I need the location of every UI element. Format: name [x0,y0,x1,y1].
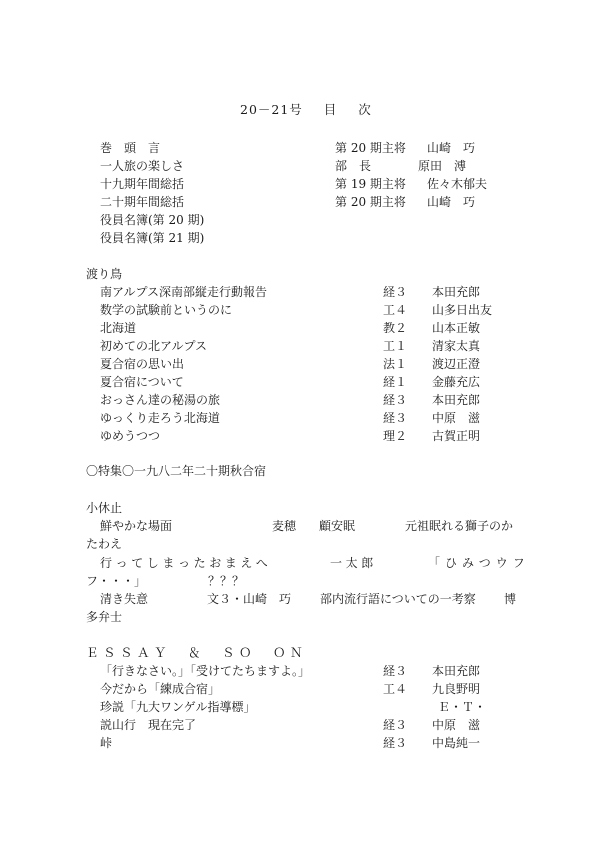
front-item-role: 第 20 期主将 [335,195,406,209]
title-word-2: 次 [358,102,372,117]
entry-author: 本田充郎 [432,285,481,299]
page-title [240,103,388,117]
entry-author: 顧安眠 [319,519,356,533]
entry-continuation: フ・・・」 [86,574,147,588]
section-label: 渡り鳥 [86,267,123,281]
entry-author: 文３・山崎 巧 [207,592,292,606]
entry-title: おっさん達の秘湯の旅 [100,393,221,407]
entry-title: 北海道 [100,321,137,335]
entry-dept: 経３ [383,285,408,299]
entry-title: 行ってしまったおまえへ [100,556,272,570]
front-item-author: 原田 溥 [418,159,467,173]
entry-author: 清家太真 [432,339,481,353]
entry-title: 元祖眠れる獅子のか [405,519,514,533]
entry-continuation: たわえ [86,537,123,551]
entry-author: ？？？ [208,574,245,588]
entry-dept: 教２ [383,321,408,335]
entry-title: 峠 [100,736,113,750]
front-item-role: 部 長 [335,159,372,173]
entry-title: ゆめうつつ [100,429,161,443]
entry-title: 「行きなさい。」「受けてたちますよ。」 [100,664,311,678]
entry-author: 金藤充広 [432,375,481,389]
issue-number: 20－21号 [240,102,303,117]
front-item-title: 巻 頭 言 [100,141,161,155]
entry-author: 本田充郎 [432,393,481,407]
front-item-title: 二十期年間総括 [100,195,185,209]
entry-author: 渡辺正澄 [432,357,481,371]
entry-title: 鮮やかな場面 [100,519,173,533]
front-item-author: 山崎 巧 [427,195,476,209]
entry-dept: 経３ [383,718,408,732]
entry-author: 古賀正明 [432,429,481,443]
front-item-title: 一人旅の楽しさ [100,159,185,173]
front-item-author: 山崎 巧 [427,141,476,155]
entry-title: 数学の試験前というのに [100,303,233,317]
entry-author: 一太郎 [330,556,377,570]
entry-title: 珍説「九大ワンゲル指導標」 [100,700,256,714]
entry-dept: 経３ [383,664,408,678]
entry-title: 麦穂 [272,519,297,533]
entry-author: Ｅ・Ｔ・ [438,700,487,714]
section-label: 小休止 [86,501,123,515]
section-label: ＥＳＳＡＹ ＆ ＳＯ ＯＮ [86,645,308,660]
entry-title: ゆっくり走ろう北海道 [100,411,220,425]
entry-title: 清き失意 [100,592,149,606]
front-item-role: 第 19 期主将 [335,177,406,191]
title-word-1: 目 [323,102,338,117]
entry-dept: 経３ [383,411,408,425]
entry-author: 博 [504,592,517,606]
entry-continuation: 多弁士 [86,610,123,624]
entry-dept: 理２ [383,429,408,443]
entry-author: 本田充郎 [432,664,481,678]
entry-author: 中島純一 [432,736,481,750]
entry-title: 南アルプス深南部縦走行動報告 [100,285,268,299]
entry-title: 今だから「練成合宿」 [100,682,221,696]
entry-dept: 経３ [383,393,408,407]
entry-title: 夏合宿の思い出 [100,357,185,371]
entry-dept: 経３ [383,736,408,750]
entry-title: 夏合宿について [100,375,184,389]
entry-author: 山多日出友 [432,303,493,317]
front-item-title: 十九期年間総括 [100,177,185,191]
entry-title: 初めての北アルプス [100,339,208,353]
front-item-author: 佐々木郁夫 [427,177,488,191]
entry-author: 中原 滋 [432,718,481,732]
entry-dept: 経１ [383,375,408,389]
entry-title: 「ひみつウフ [428,556,530,570]
entry-author: 山本正敏 [432,321,481,335]
entry-dept: 法１ [383,357,408,371]
entry-author: 中原 滋 [432,411,481,425]
entry-title: 説山行 現在完了 [100,718,197,732]
entry-dept: 工４ [383,682,408,696]
entry-dept: 工４ [383,303,408,317]
entry-dept: 工１ [383,339,408,353]
special-feature-heading: 〇特集〇一九八二年二十期秋合宿 [86,464,267,478]
front-item-role: 第 20 期主将 [335,141,406,155]
front-item-title: 役員名簿(第 20 期) [100,213,205,227]
entry-title: 部内流行語についての一考察 [320,592,476,606]
front-item-title: 役員名簿(第 21 期) [100,231,205,245]
entry-author: 九良野明 [432,682,481,696]
